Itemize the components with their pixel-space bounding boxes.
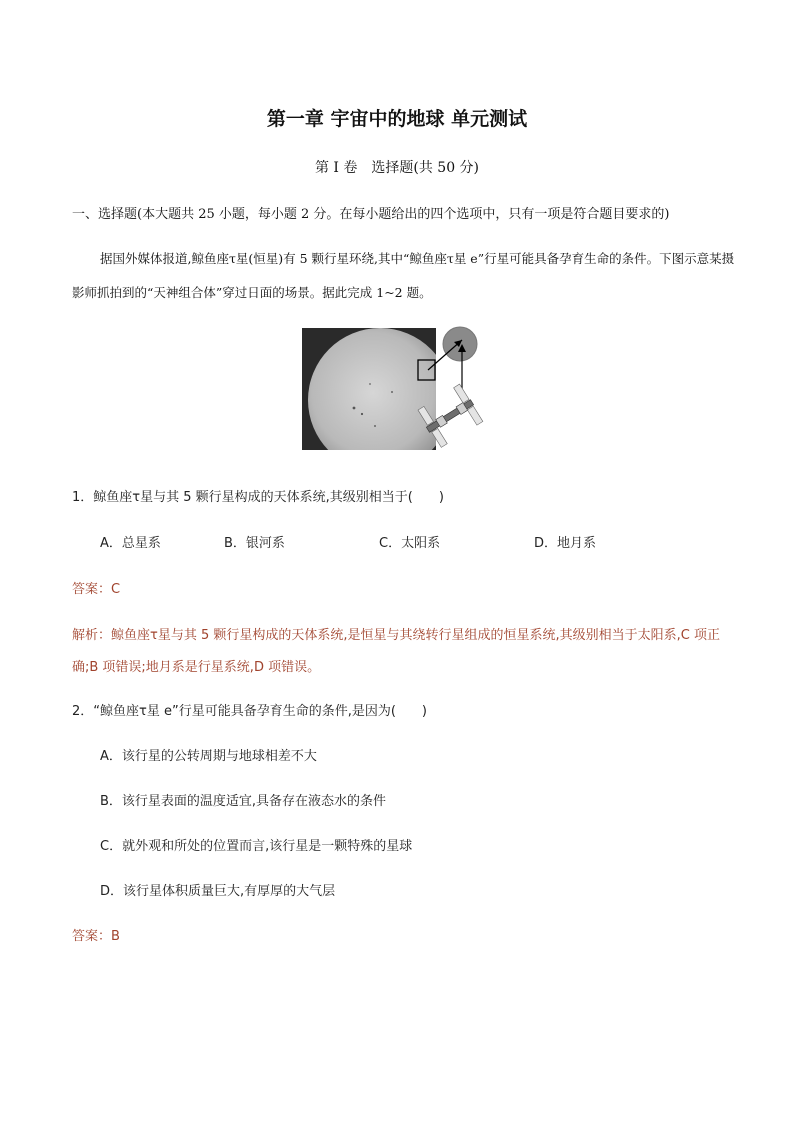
question-2-option-c: C．就外观和所处的位置而言,该行星是一颗特殊的星球 [100, 839, 413, 854]
sunspot [391, 391, 393, 393]
sun-transit-figure [302, 322, 484, 462]
question-2-stem: 2．“鲸鱼座τ星 e”行星可能具备孕育生命的条件,是因为( ) [72, 704, 427, 719]
sunspot [361, 413, 363, 415]
question-2-option-a: A．该行星的公转周期与地球相差不大 [100, 749, 317, 764]
section-subtitle: 第 I 卷 选择题(共 50 分) [314, 160, 480, 176]
question-1-analysis: 解析：鲸鱼座τ星与其 5 颗行星构成的天体系统,是恒星与其绕转行星组成的恒星系统,其级别相当于太阳系,C 项正确;B 项错误;地月系是行星系统,D 项错误。 [72, 628, 720, 675]
question-1-option-c: C．太阳系 [379, 536, 441, 551]
sunspot [374, 425, 376, 427]
question-2-option-d: D．该行星体积质量巨大,有厚厚的大气层 [100, 884, 336, 899]
question-2-option-b: B．该行星表面的温度适宜,具备存在液态水的条件 [100, 794, 387, 809]
sunspot [353, 407, 356, 410]
page-title: 第一章 宇宙中的地球 单元测试 [266, 108, 528, 130]
section-heading: 一、选择题(本大题共 25 小题，每小题 2 分。在每小题给出的四个选项中，只有一项是符合题目要求的) [72, 207, 670, 222]
question-1-stem: 1．鲸鱼座τ星与其 5 颗行星构成的天体系统,其级别相当于( ) [72, 490, 444, 505]
question-1-option-d: D．地月系 [534, 536, 597, 551]
sunspot [369, 383, 371, 385]
question-2-answer: 答案：B [72, 929, 120, 944]
question-1-answer: 答案：C [72, 582, 121, 597]
question-1-option-a: A．总星系 [100, 536, 161, 551]
intro-paragraph: 据国外媒体报道,鲸鱼座τ星(恒星)有 5 颗行星环绕,其中“鲸鱼座τ星 e”行星可能具备孕育生命的条件。下图示意某摄影师抓拍到的“天神组合体”穿过日面的场景。据此完成 1~2 题。 [72, 251, 735, 300]
question-1-option-b: B．银河系 [224, 536, 285, 551]
